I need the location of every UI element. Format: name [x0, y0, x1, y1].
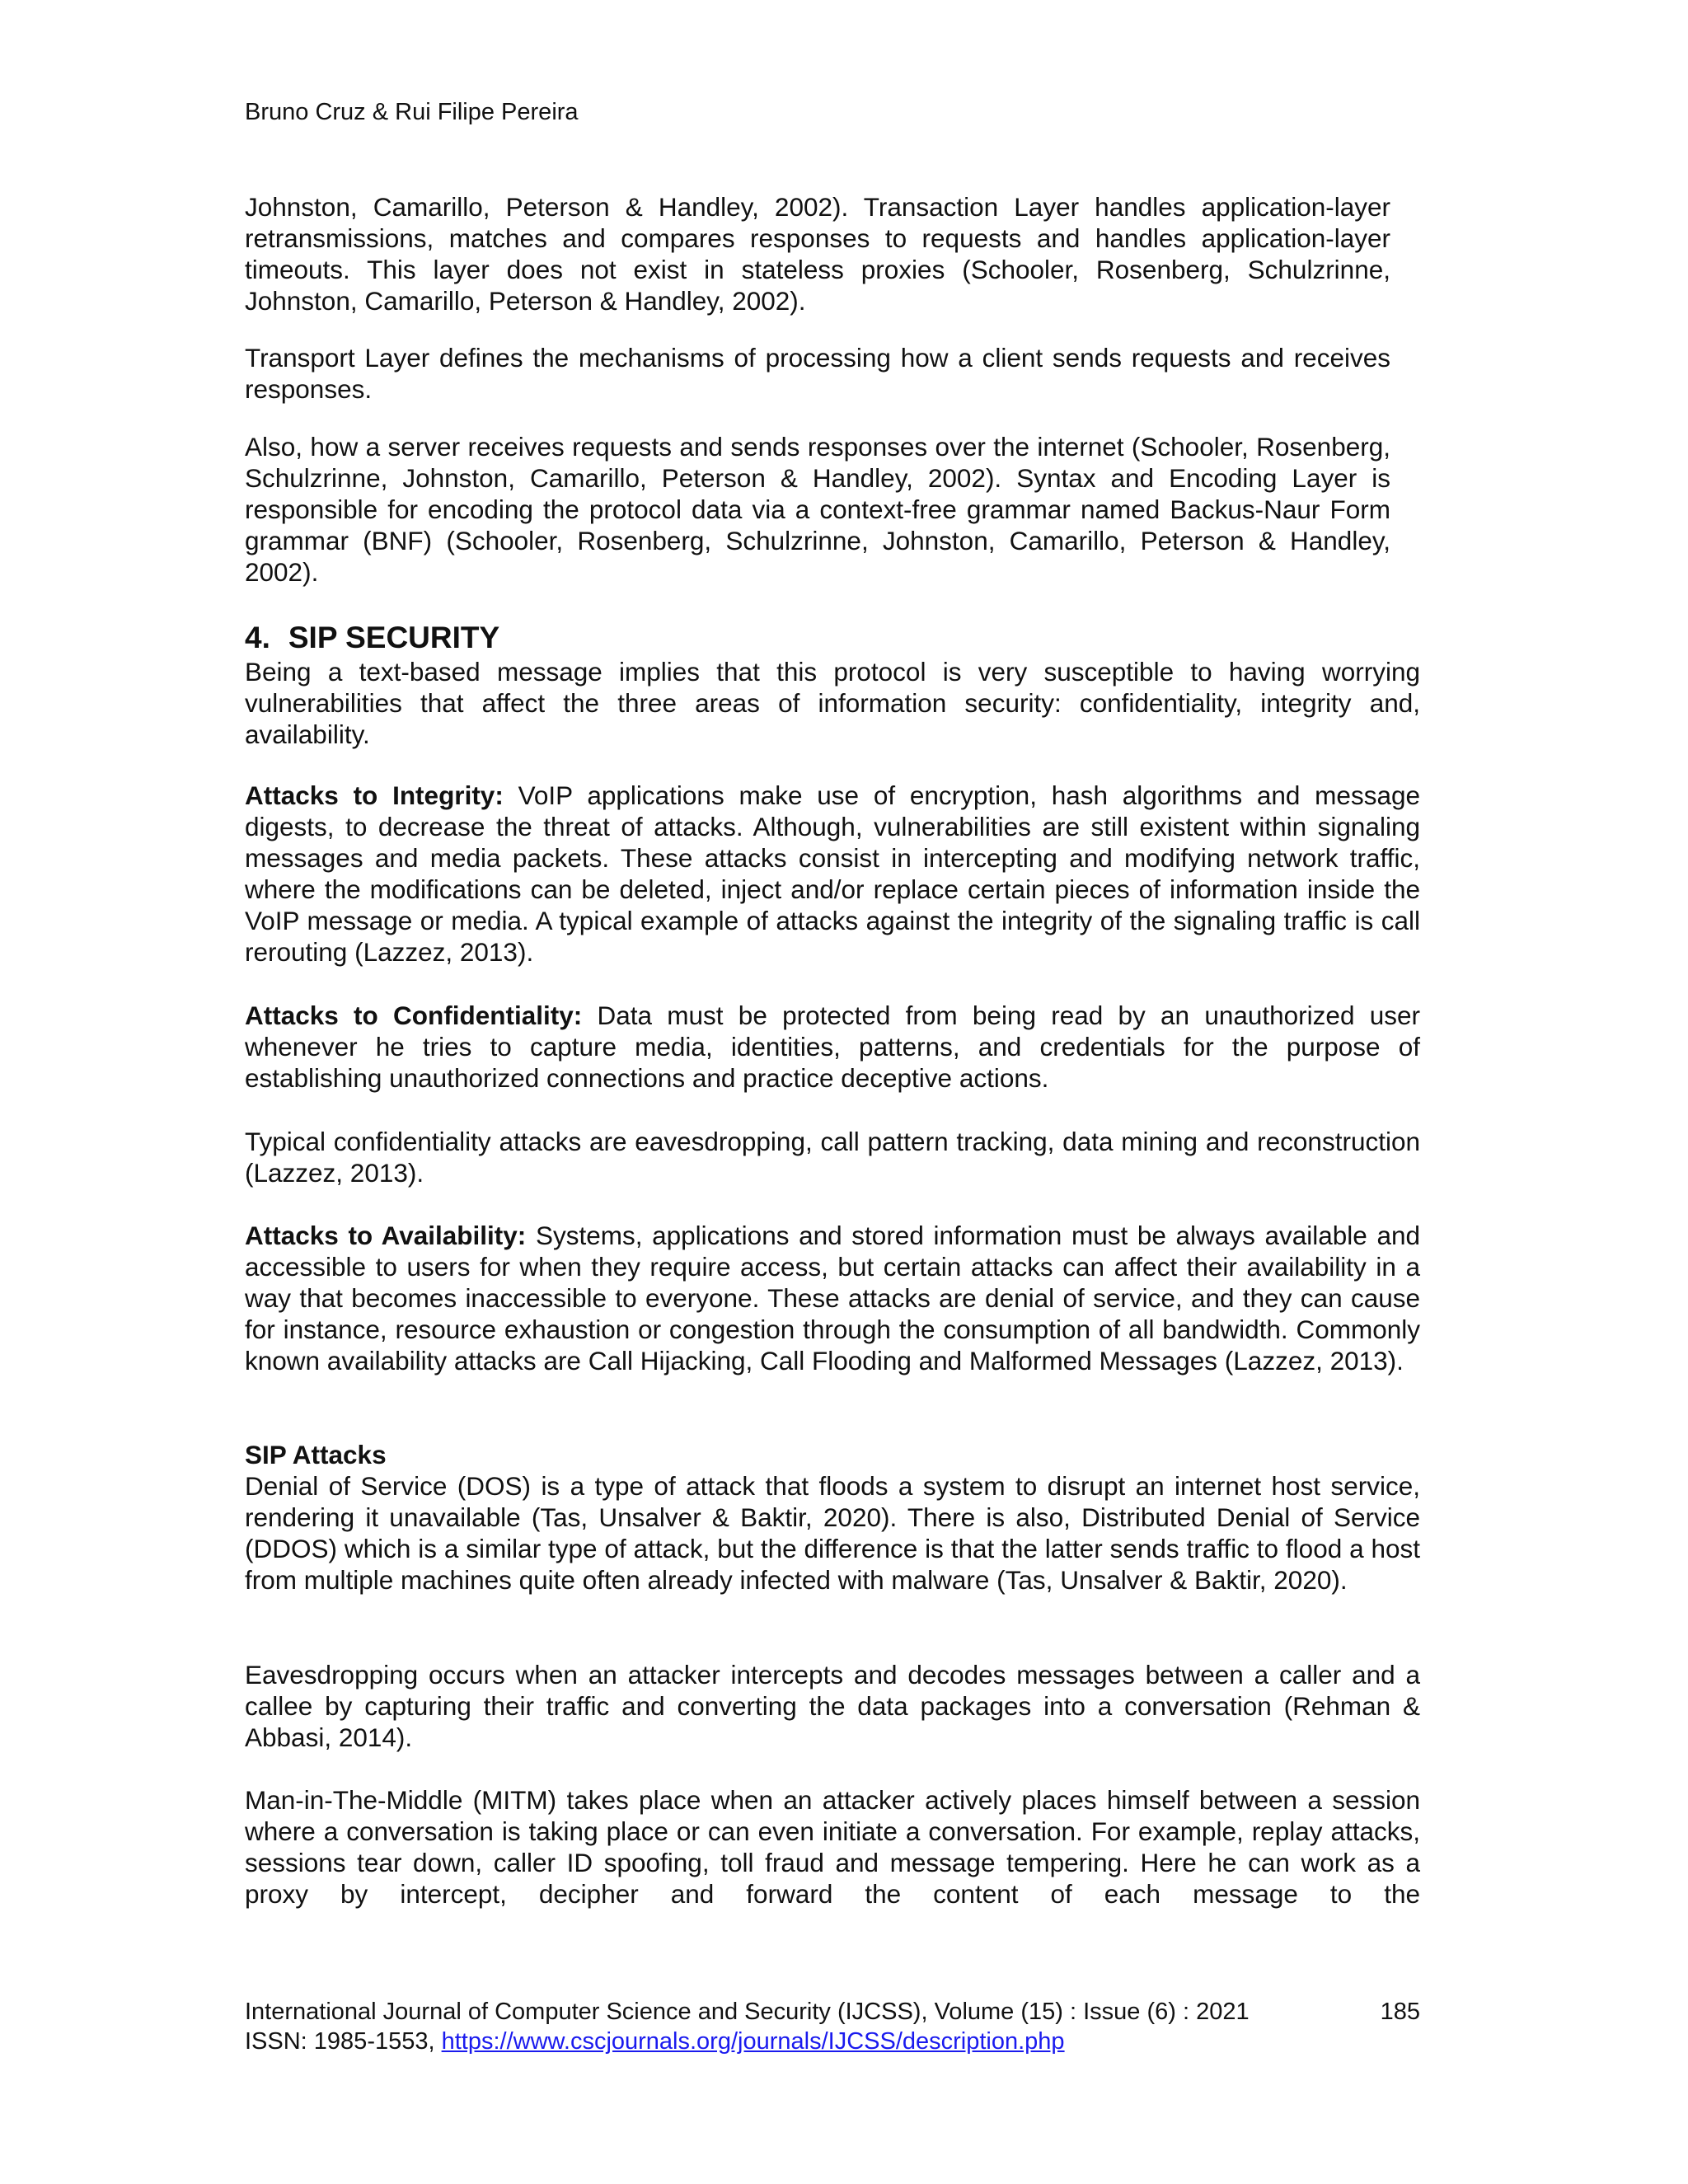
paragraph-transaction-layer: Johnston, Camarillo, Peterson & Handley, 2002). Transaction Layer handles application-layer retransmissions, matches and compares responses to requests and handles application-layer timeouts. This layer does not exist in stateless proxies (Schooler, Rosenberg, Schulzrinne, Johnston, Camarillo, Peterson & Handley, 2002).	[245, 192, 1390, 316]
paragraph-attacks-integrity	[245, 780, 1420, 968]
footer-issn: ISSN: 1985-1553,	[245, 2028, 442, 2055]
section-number: 4.	[245, 621, 270, 654]
journal-url-link[interactable]: https://www.cscjournals.org/journals/IJCSS/description.php	[441, 2028, 1065, 2055]
availability-lead: Attacks to Availability:	[245, 1221, 527, 1250]
running-head-authors: Bruno Cruz & Rui Filipe Pereira	[245, 99, 579, 125]
confidentiality-lead: Attacks to Confidentiality:	[245, 1001, 583, 1030]
paragraph-confidentiality-examples: Typical confidentiality attacks are eavesdropping, call pattern tracking, data mining and reconstruction (Lazzez, 2013).	[245, 1127, 1420, 1188]
sip-attacks-heading: SIP Attacks	[245, 1440, 387, 1469]
sip-attacks-block	[245, 1439, 1420, 1596]
availability-body: Systems, applications and stored information must be always available and accessible to users for when they require access, but certain attacks can affect their availability in a way that becomes inaccessible to everyone. These attacks are denial of service, and they can cause for instance, resource exhaustion or congestion through the consumption of all bandwidth. Commonly known availability attacks are Call Hijacking, Call Flooding and Malformed Messages (Lazzez, 2013).	[245, 1221, 1420, 1376]
section-heading	[245, 620, 499, 656]
integrity-body: VoIP applications make use of encryption, hash algorithms and message digests, to decrease the threat of attacks. Although, vulnerabilities are still existent within signaling messages and media packets. These attacks consist in intercepting and modifying network traffic, where the modifications can be deleted, inject and/or replace certain pieces of information inside the VoIP message or media. A typical example of attacks against the integrity of the signaling traffic is call rerouting (Lazzez, 2013).	[245, 780, 1420, 967]
paragraph-attacks-confidentiality	[245, 1000, 1420, 1094]
paragraph-sip-security-intro: Being a text-based message implies that this protocol is very susceptible to having worrying vulnerabilities that affect the three areas of information security: confidentiality, integrity and, availability.	[245, 657, 1420, 749]
page-footer	[245, 1997, 1420, 2056]
section-title: SIP SECURITY	[288, 621, 500, 654]
paragraph-attacks-availability	[245, 1220, 1420, 1376]
paragraph-transport-layer: Transport Layer defines the mechanisms of processing how a client sends requests and receives responses.	[245, 343, 1390, 404]
paragraph-syntax-encoding-layer: Also, how a server receives requests and sends responses over the internet (Schooler, Rosenberg, Schulzrinne, Johnston, Camarillo, Peterson & Handley, 2002). Syntax and Encoding Layer is responsible for encoding the protocol data via a context-free grammar named Backus-Naur Form grammar (BNF) (Schooler, Rosenberg, Schulzrinne, Johnston, Camarillo, Peterson & Handley, 2002).	[245, 432, 1390, 587]
paragraph-eavesdropping: Eavesdropping occurs when an attacker intercepts and decodes messages between a caller and a callee by capturing their traffic and converting the data packages into a conversation (Rehman & Abbasi, 2014).	[245, 1660, 1420, 1752]
footer-journal-citation: International Journal of Computer Science and Security (IJCSS), Volume (15) : Issue (6) : 2021	[245, 1999, 1250, 2025]
integrity-lead: Attacks to Integrity:	[245, 780, 504, 810]
paragraph-dos: Denial of Service (DOS) is a type of attack that floods a system to disrupt an internet host service, rendering it unavailable (Tas, Unsalver & Baktir, 2020). There is also, Distributed Denial of Service (DDOS) which is a similar type of attack, but the difference is that the latter sends traffic to flood a host from multiple machines quite often already infected with malware (Tas, Unsalver & Baktir, 2020).	[245, 1471, 1420, 1595]
paragraph-mitm: Man-in-The-Middle (MITM) takes place when an attacker actively places himself between a session where a conversation is taking place or can even initiate a conversation. For example, replay attacks, sessions tear down, caller ID spoofing, toll fraud and message tempering. Here he can work as a proxy by intercept, decipher and forward the content of each message to the	[245, 1785, 1420, 1909]
page-number: 185	[1380, 1999, 1420, 2025]
confidentiality-body: Data must be protected from being read by an unauthorized user whenever he tries to capture media, identities, patterns, and credentials for the purpose of establishing unauthorized connections and practice deceptive actions.	[245, 1001, 1420, 1093]
